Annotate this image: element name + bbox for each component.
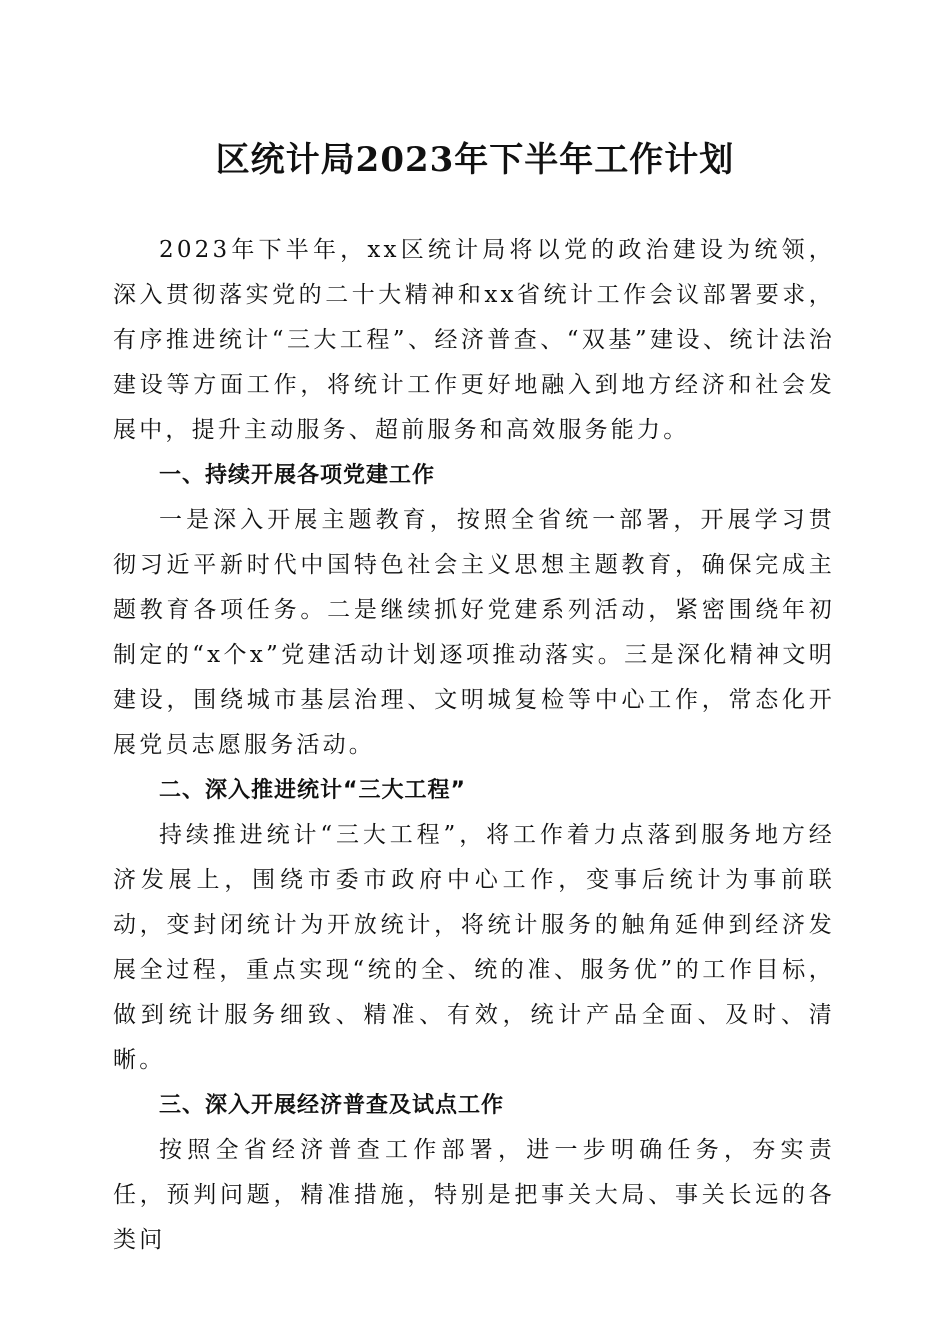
section-paragraph-3: 按照全省经济普查工作部署，进一步明确任务，夯实责任，预判问题，精准措施，特别是把事关大局、事关长远的各类问	[113, 1137, 835, 1253]
document-title: 区统计局2023年下半年工作计划	[215, 140, 735, 180]
section-paragraph-1: 一是深入开展主题教育，按照全省统一部署，开展学习贯彻习近平新时代中国特色社会主义思想主题教育，确保完成主题教育各项任务。二是继续抓好党建系列活动，紧密围绕年初制定的“x个x”党建活动计划逐项推动落实。三是深化精神文明建设，围绕城市基层治理、文明城复检等中心工作，常态化开展党员志愿服务活动。	[113, 507, 835, 758]
document-body	[113, 228, 835, 1263]
section-paragraph-2: 持续推进统计“三大工程”，将工作着力点落到服务地方经济发展上，围绕市委市政府中心工作，变事后统计为事前联动，变封闭统计为开放统计，将统计服务的触角延伸到经济发展全过程，重点实现“统的全、统的准、服务优”的工作目标，做到统计服务细致、精准、有效，统计产品全面、及时、清晰。	[113, 822, 835, 1073]
section-heading-2: 二、深入推进统计“三大工程”	[159, 778, 466, 803]
intro-paragraph: 2023年下半年，xx区统计局将以党的政治建设为统领，深入贯彻落实党的二十大精神和xx省统计工作会议部署要求，有序推进统计“三大工程”、经济普查、“双基”建设、统计法治建设等方面工作，将统计工作更好地融入到地方经济和社会发展中，提升主动服务、超前服务和高效服务能力。	[113, 237, 835, 443]
section-heading-3: 三、深入开展经济普查及试点工作	[159, 1093, 505, 1118]
section-heading-1: 一、持续开展各项党建工作	[159, 463, 436, 488]
